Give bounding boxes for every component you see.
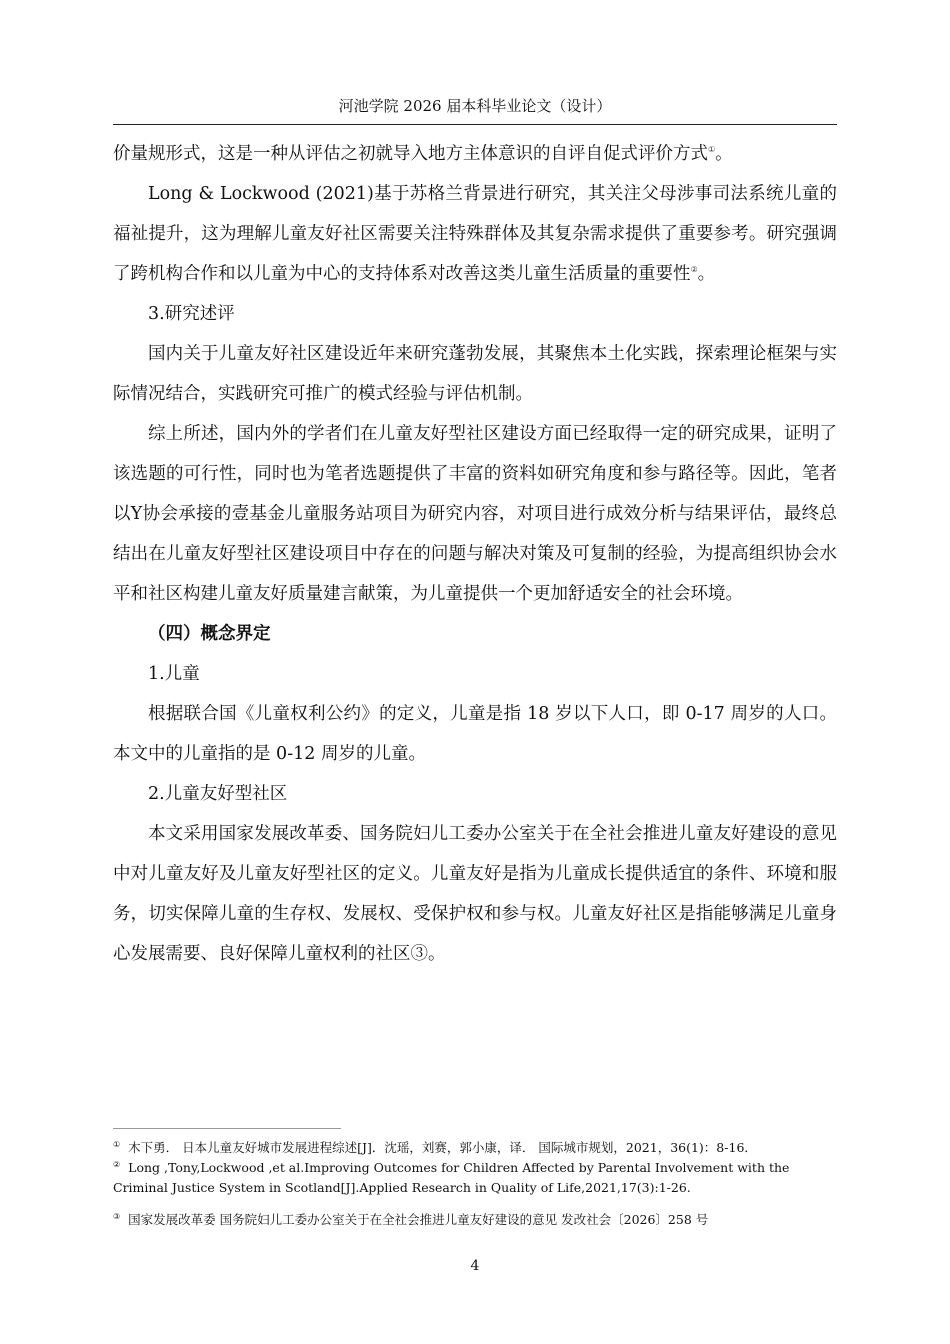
paragraph-long-lockwood: Long & Lockwood (2021)基于苏格兰背景进行研究，其关注父母涉事司法系统儿童的福祉提升，这为理解儿童友好社区需要关注特殊群体及其复杂需求提供了重要参考。研究强调了跨机构合作和以儿童为中心的支持体系对改善这类儿童生活质量的重要性②。 [113, 184, 837, 284]
footnote-ref-1[interactable]: ① [708, 145, 716, 155]
paragraph-community-definition: 本文采用国家发展改革委、国务院妇儿工委办公室关于在全社会推进儿童友好建设的意见中对儿童友好及儿童友好型社区的定义。儿童友好是指为儿童成长提供适宜的条件、环境和服务，切实保障儿童的生存权、发展权、受保护权和参与权。儿童友好社区是指能够满足儿童身心发展需要、良好保障儿童权利的社区③。 [113, 824, 837, 964]
footnotes [113, 1138, 837, 1230]
subheading-child-friendly-community: 2.儿童友好型社区 [148, 784, 288, 804]
paragraph-summary: 综上所述，国内外的学者们在儿童友好型社区建设方面已经取得一定的研究成果，证明了该选题的可行性，同时也为笔者选题提供了丰富的资料如研究角度和参与路径等。因此，笔者以Y协会承接的壹基金儿童服务站项目为研究内容，对项目进行成效分析与结果评估，最终总结出在儿童友好型社区建设项目中存在的问题与解决对策及可复制的经验，为提高组织协会水平和社区构建儿童友好质量建言献策，为儿童提供一个更加舒适安全的社会环境。 [113, 424, 837, 604]
header-rule [113, 124, 837, 125]
footnote-1: ① 木下勇． 日本儿童友好城市发展进程综述[J]．沈瑶，刘赛，郭小康，译． 国际城市规划，2021，36(1)：8-16． [113, 1139, 757, 1155]
running-header: 河池学院 2026 届本科毕业论文（设计） [338, 97, 612, 115]
footnote-mark: ① [113, 1139, 121, 1149]
section-heading-concepts: （四）概念界定 [148, 624, 271, 644]
footnote-rule [113, 1128, 341, 1129]
section-heading-research-review: 3.研究述评 [148, 304, 235, 324]
footnote-mark: ② [113, 1159, 121, 1169]
paragraph-domestic-research: 国内关于儿童友好社区建设近年来研究蓬勃发展，其聚焦本土化实践，探索理论框架与实际情况结合，实践研究可推广的模式经验与评估机制。 [113, 344, 837, 404]
paragraph-continued: 价量规形式，这是一种从评估之初就导入地方主体意识的自评自促式评价方式①。 [113, 144, 733, 164]
page-number: 4 [470, 1258, 480, 1274]
paragraph-children-definition: 根据联合国《儿童权利公约》的定义，儿童是指 18 岁以下人口，即 0-17 周岁的人口。本文中的儿童指的是 0-12 周岁的儿童。 [113, 704, 837, 764]
document-body [113, 134, 837, 974]
footnote-2: ② Long ,Tony,Lockwood ,et al.Improving Outcomes for Children Affected by Parental Involvement with the Criminal Justice System in Scotland[J].Applied Research in Quality of Life,2021,17(3):1-26. [113, 1159, 790, 1195]
footnote-mark: ③ [113, 1211, 121, 1221]
footnote-ref-2[interactable]: ② [690, 265, 698, 275]
subheading-children: 1.儿童 [148, 664, 200, 684]
footnote-3: ③ 国家发展改革委 国务院妇儿工委办公室关于在全社会推进儿童友好建设的意见 发改社会〔2026〕258 号 [113, 1211, 709, 1227]
